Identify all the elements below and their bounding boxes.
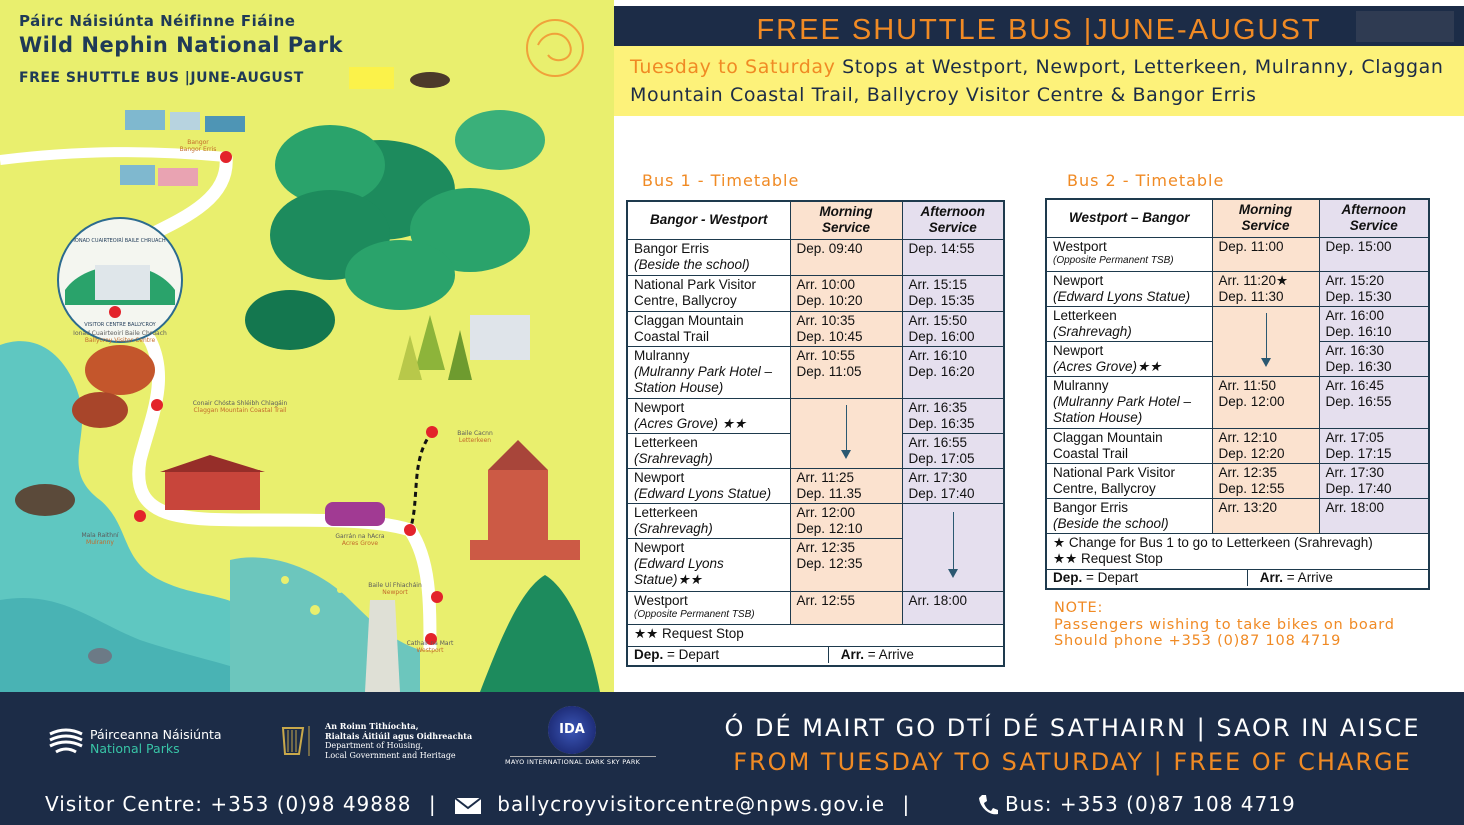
stops-list: Stops at Westport, Newport, Letterkeen, Mulranny, Claggan Mountain Coastal Trail, Ballycroy Visitor Centre & Bangor Erris [630,56,1444,106]
contact-row [45,792,1296,818]
envelope-icon [454,797,482,815]
bus1-caption: Bus 1 - Timetable [642,171,800,190]
bus2-route-header: Westport – Bangor [1046,199,1212,237]
stops-band [614,46,1464,116]
afternoon-time-cell: Arr. 15:20 Dep. 15:30 [1319,271,1429,306]
map-subtitle: FREE SHUTTLE BUS |JUNE-AUGUST [19,70,304,86]
morning-time-cell [790,398,902,468]
title-band-block [1356,11,1454,42]
morning-time-cell: Arr. 11:50 Dep. 12:00 [1212,376,1319,428]
afternoon-time-cell: Arr. 16:10 Dep. 16:20 [902,346,1004,398]
stop-label-bangor: Bangor Bangor Erris [179,139,217,153]
morning-time-cell: Dep. 11:00 [1212,237,1319,271]
visitor-centre-phone[interactable]: Visitor Centre: +353 (0)98 49888 [45,792,412,816]
table-row [627,468,1004,503]
bus2-caption: Bus 2 - Timetable [1067,171,1225,190]
morning-time-cell: Arr. 12:00 Dep. 12:10 [790,503,902,538]
morning-time-cell: Dep. 09:40 [790,239,902,275]
table-row [1046,376,1429,428]
table-row [1046,306,1429,341]
table-row [1046,237,1429,271]
ida-logo: IDA [548,706,596,754]
morning-time-cell: Arr. 10:00 Dep. 10:20 [790,275,902,311]
harp-icon [277,724,315,758]
stop-cell: Letterkeen (Srahrevagh) [627,433,790,468]
table-row [627,591,1004,624]
stop-cell: Newport (Edward Lyons Statue) [627,468,790,503]
table-row [627,311,1004,346]
stop-cell: Bangor Erris (Beside the school) [627,239,790,275]
table-row [627,346,1004,398]
illustrated-map [0,0,614,692]
afternoon-time-cell: Arr. 16:30 Dep. 16:30 [1319,341,1429,376]
down-arrow-icon [846,405,847,457]
bus1-route-header: Bangor - Westport [627,201,790,239]
bus1-afternoon-header: Afternoon Service [902,201,1004,239]
afternoon-time-cell [902,503,1004,591]
divider [510,756,656,757]
afternoon-time-cell: Arr. 16:45 Dep. 16:55 [1319,376,1429,428]
afternoon-time-cell: Arr. 15:50 Dep. 16:00 [902,311,1004,346]
map-title: Wild Nephin National Park [19,33,344,57]
stop-cell: National Park Visitor Centre, Ballycroy [1046,463,1212,498]
table-row [1046,498,1429,533]
national-parks-logo-text: Páirceanna Náisiúnta National Parks [90,727,222,756]
stop-label-ballycroy: Ionad Cuairteoirí Baile Chruach Ballycroy Visitor Centre [73,330,167,344]
bike-note [1054,600,1395,650]
stop-cell: Claggan Mountain Coastal Trail [1046,428,1212,463]
department-logo-text: An Roinn Tithíochta, Rialtais Áitiúil agus Oidhreachta Department of Housing, Local Government and Heritage [325,721,473,760]
service-days: Tuesday to Saturday [630,56,836,78]
afternoon-time-cell: Arr. 16:55 Dep. 17:05 [902,433,1004,468]
bus2-notes: ★ Change for Bus 1 to go to Letterkeen (Srahrevagh) ★★ Request Stop [1046,533,1429,569]
morning-time-cell: Arr. 12:10 Dep. 12:20 [1212,428,1319,463]
visitor-centre-ring-bottom: VISITOR CENTRE BALLYCROY [84,322,156,328]
note-line2: Should phone +353 (0)87 108 4719 [1054,633,1342,649]
afternoon-time-cell: Dep. 15:00 [1319,237,1429,271]
bus2-morning-header: Morning Service [1212,199,1319,237]
stop-cell: Mulranny (Mulranny Park Hotel – Station House) [627,346,790,398]
afternoon-time-cell: Arr. 18:00 [1319,498,1429,533]
morning-time-cell: Arr. 10:35 Dep. 10:45 [790,311,902,346]
morning-time-cell: Arr. 11:25 Dep. 11.35 [790,468,902,503]
stop-cell: Letterkeen (Srahrevagh) [627,503,790,538]
afternoon-time-cell: Arr. 16:00 Dep. 16:10 [1319,306,1429,341]
bus2-key: Dep. = Depart Arr. = Arrive [1046,569,1429,589]
note-line1: Passengers wishing to take bikes on board [1054,616,1395,633]
separator: | [428,792,437,816]
page-title: FREE SHUTTLE BUS |JUNE-AUGUST [756,14,1322,46]
afternoon-time-cell: Arr. 17:05 Dep. 17:15 [1319,428,1429,463]
note-title: NOTE: [1054,600,1104,616]
morning-time-cell: Arr. 11:20★ Dep. 11:30 [1212,271,1319,306]
afternoon-time-cell: Arr. 15:15 Dep. 15:35 [902,275,1004,311]
bus2-afternoon-header: Afternoon Service [1319,199,1429,237]
footer-line-irish: Ó DÉ MAIRT GO DTÍ DÉ SATHAIRN | SAOR IN AISCE [724,714,1421,742]
bus1-key: Dep. = Depart Arr. = Arrive [627,646,1004,666]
table-row [627,239,1004,275]
footer-line-english: FROM TUESDAY TO SATURDAY | FREE OF CHARGE [733,748,1412,776]
afternoon-time-cell: Arr. 16:35 Dep. 16:35 [902,398,1004,433]
down-arrow-icon [953,512,954,576]
map-title-irish: Páirc Náisiúnta Néifinne Fiáine [19,12,296,30]
morning-time-cell: Arr. 12:35 Dep. 12:55 [1212,463,1319,498]
bus1-timetable [626,200,1005,667]
footer [0,692,1464,825]
stop-label-westport: Cathair na Mart Westport [406,640,454,654]
afternoon-time-cell: Arr. 18:00 [902,591,1004,624]
table-row [627,275,1004,311]
map-illustration [0,0,614,692]
table-row [627,398,1004,433]
morning-time-cell: Arr. 10:55 Dep. 11:05 [790,346,902,398]
stops-text [630,53,1460,109]
stop-cell: Claggan Mountain Coastal Trail [627,311,790,346]
table-row [1046,463,1429,498]
morning-time-cell: Arr. 12:35 Dep. 12:35 [790,538,902,591]
stop-label-acres-grove: Garrán na hAcra Acres Grove [335,533,385,547]
table-row [627,503,1004,538]
visitor-centre-ring-top: IONAD CUAIRTEOIRÍ BAILE CHRUACH [73,238,166,244]
stop-label-newport: Baile Uí Fhiacháin Newport [368,582,422,596]
stop-cell: Bangor Erris (Beside the school) [1046,498,1212,533]
stop-cell: Westport (Opposite Permanent TSB) [627,591,790,624]
stop-label-claggan: Conair Chósta Shléibh Chlagáin Claggan Mountain Coastal Trail [192,400,288,414]
bus1-request-note: ★★ Request Stop [627,624,1004,646]
stop-label-mulranny: Mala Raithní Mulranny [81,532,119,546]
stop-cell: Newport (Edward Lyons Statue)★★ [627,538,790,591]
title-band [614,6,1464,46]
down-arrow-icon [1266,313,1267,365]
national-parks-logo-icon [48,728,84,754]
bus2-timetable [1045,198,1430,590]
afternoon-time-cell: Arr. 17:30 Dep. 17:40 [902,468,1004,503]
table-row [1046,271,1429,306]
stop-cell: Newport (Acres Grove)★★ [1046,341,1212,376]
highlight-box [349,67,394,89]
stop-cell: Westport (Opposite Permanent TSB) [1046,237,1212,271]
table-row [1046,428,1429,463]
morning-time-cell: Arr. 12:55 [790,591,902,624]
stop-label-letterkeen: Baile Cacnn Letterkeen [457,430,493,444]
morning-time-cell [1212,306,1319,376]
stop-cell: Newport (Acres Grove) ★★ [627,398,790,433]
stop-cell: Mulranny (Mulranny Park Hotel – Station House) [1046,376,1212,428]
bus1-morning-header: Morning Service [790,201,902,239]
bus-phone[interactable]: Bus: +353 (0)87 108 4719 [1004,792,1296,816]
ida-logo-text: MAYO INTERNATIONAL DARK SKY PARK [505,758,641,766]
stop-cell: Letterkeen (Srahrevagh) [1046,306,1212,341]
stop-cell: Newport (Edward Lyons Statue) [1046,271,1212,306]
afternoon-time-cell: Arr. 17:30 Dep. 17:40 [1319,463,1429,498]
morning-time-cell: Arr. 13:20 [1212,498,1319,533]
phone-icon [978,794,998,818]
separator: | [902,792,911,816]
stop-cell: National Park Visitor Centre, Ballycroy [627,275,790,311]
email-link[interactable]: ballycroyvisitorcentre@npws.gov.ie [497,792,886,816]
afternoon-time-cell: Dep. 14:55 [902,239,1004,275]
